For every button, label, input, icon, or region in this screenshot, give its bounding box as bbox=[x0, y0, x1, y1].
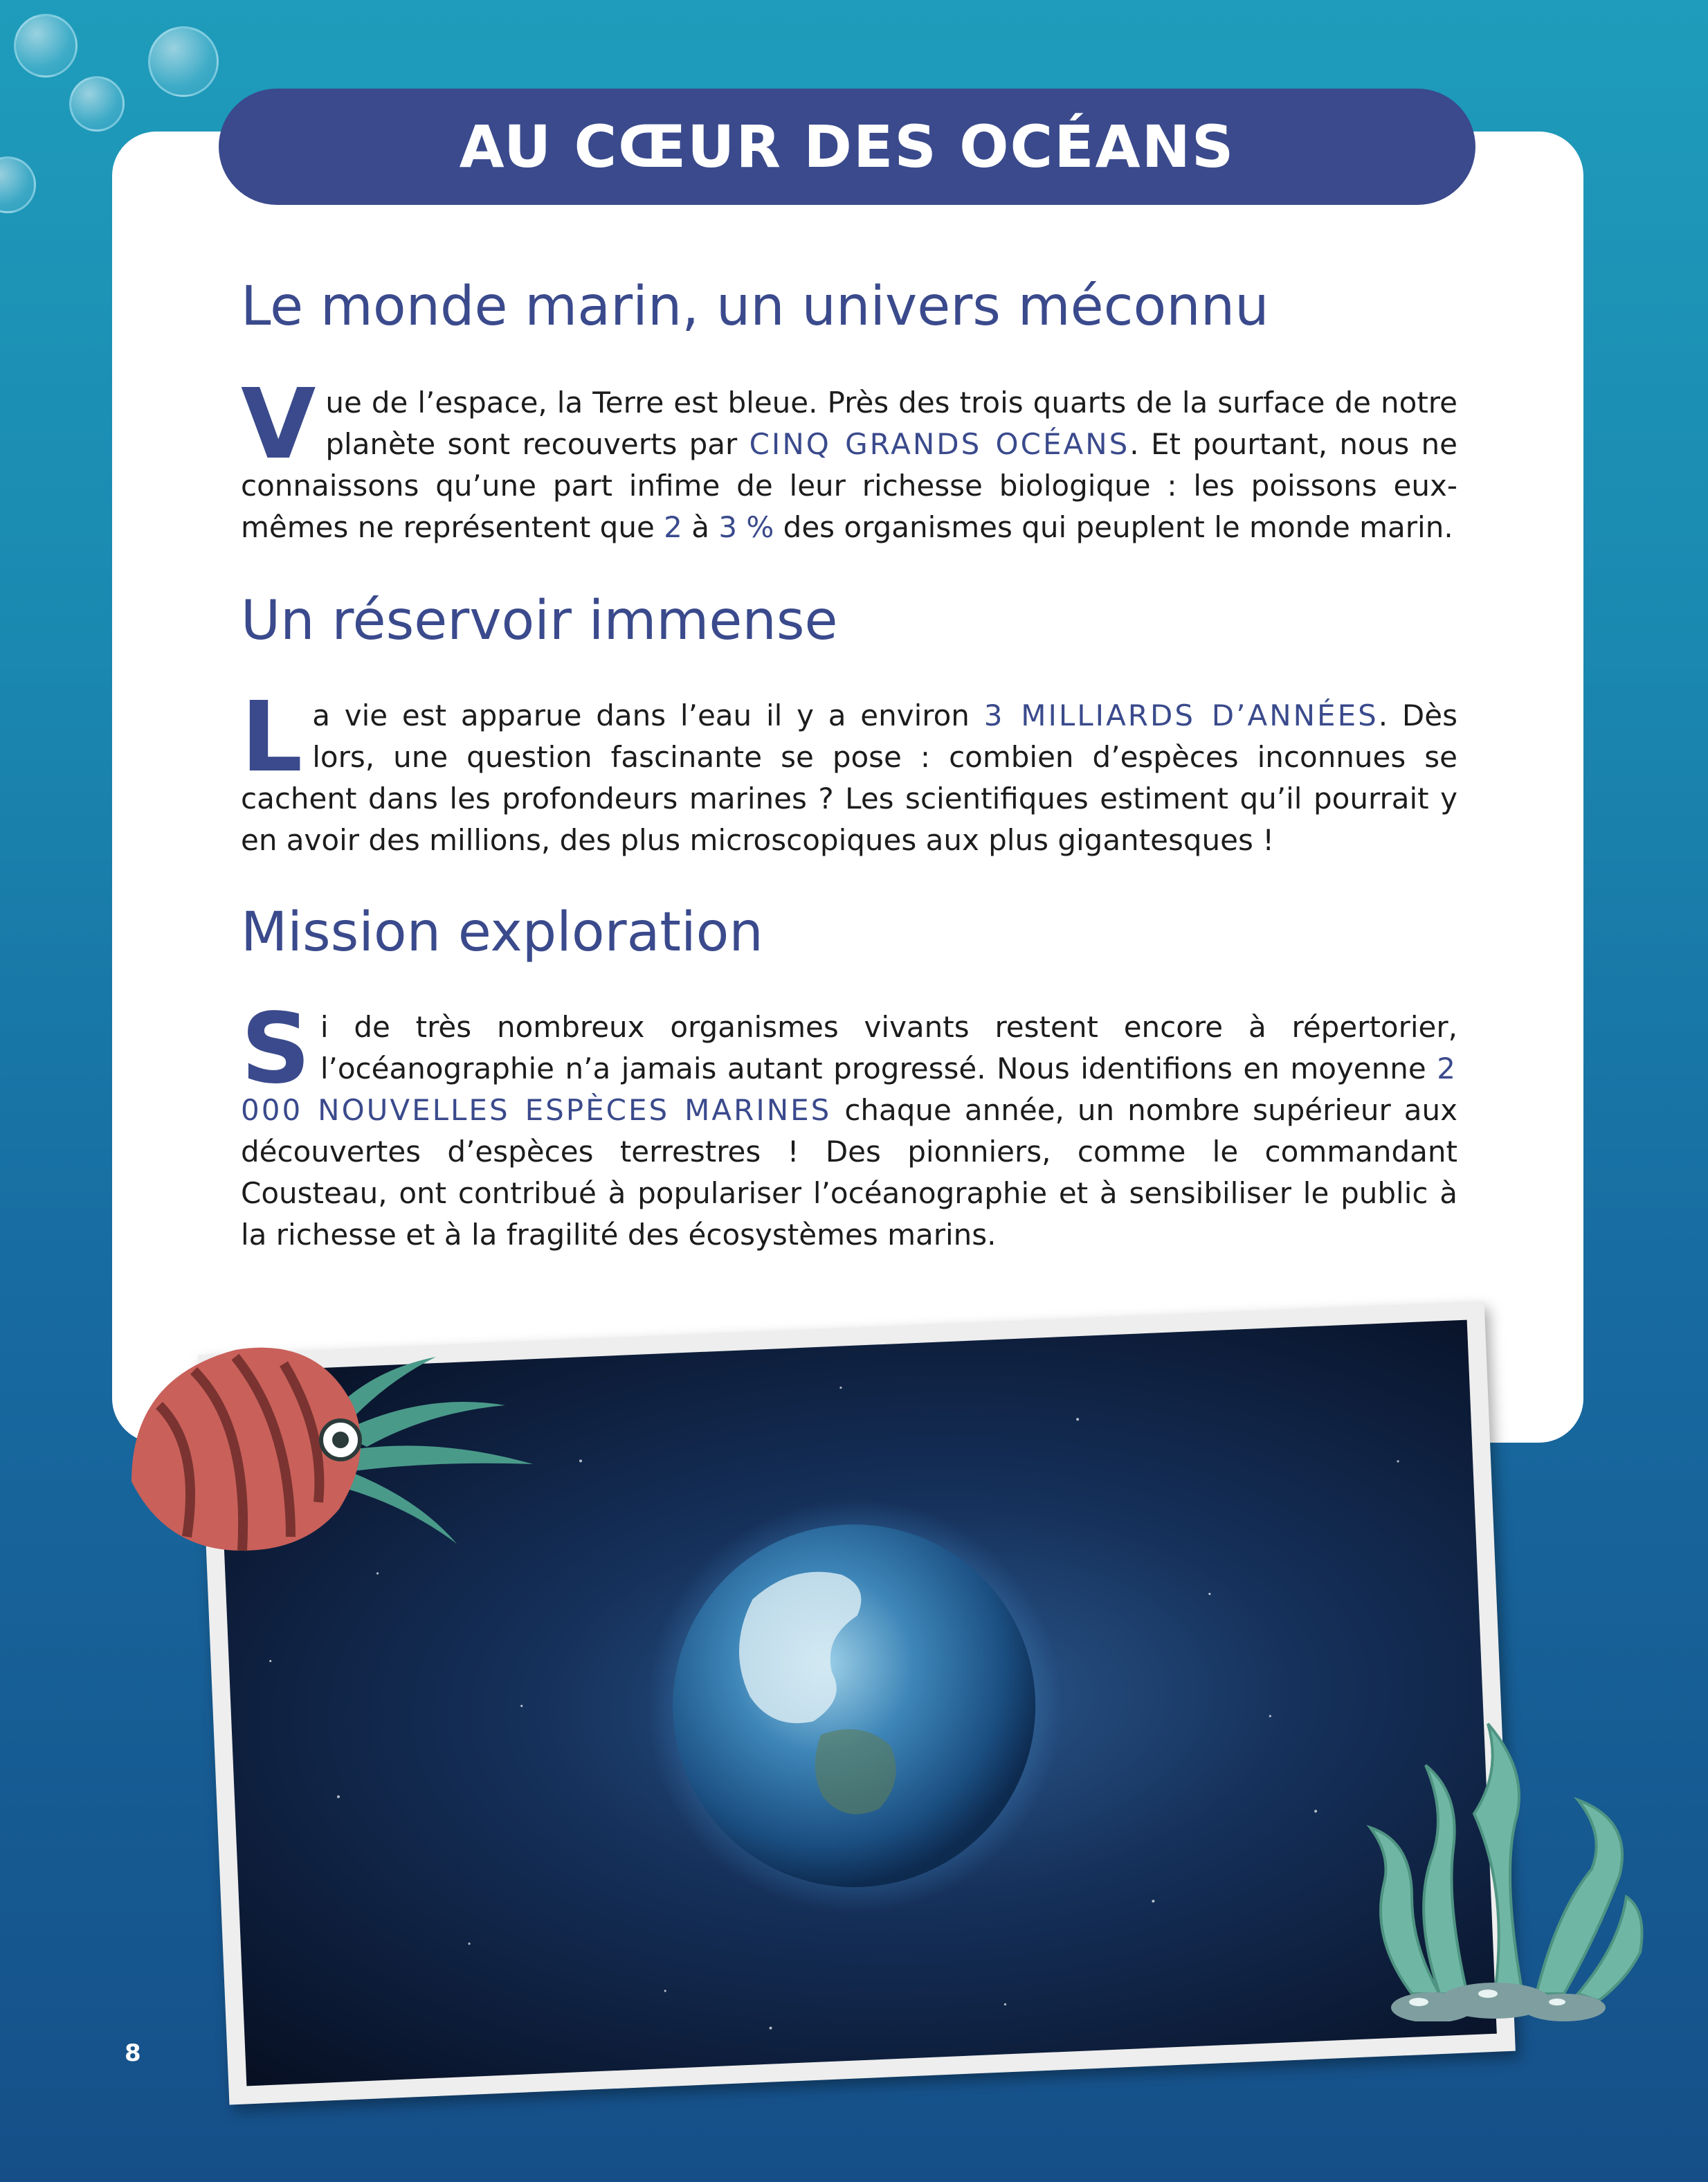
paragraph-text: chaque année, un nombre supérieur aux découvertes d’espèces terrestres ! Des pionniers, comme le commandant Cousteau, ont contribué à populariser l’océanographie et à sensibiliser le public à la richesse et à la fragilité des écosystèmes marins. bbox=[241, 1093, 1457, 1252]
paragraph-text: des organismes qui peuplent le monde marin. bbox=[774, 510, 1453, 544]
section-heading: Le monde marin, un univers méconnu bbox=[241, 276, 1269, 338]
paragraph-text: a vie est apparue dans l’eau il y a environ bbox=[312, 698, 984, 732]
section-paragraph bbox=[241, 993, 1457, 1256]
highlight-text: 3 % bbox=[718, 510, 774, 544]
section-paragraph bbox=[241, 681, 1457, 861]
page-title: AU CŒUR DES OCÉANS bbox=[459, 113, 1235, 181]
paragraph-text: . Et pourtant, nous ne connaissons qu’une part infime de leur richesse biologique : les poissons eux-mêmes ne représentent que bbox=[241, 427, 1457, 544]
section-heading: Un réservoir immense bbox=[241, 590, 838, 652]
bubble bbox=[0, 156, 36, 213]
bubble bbox=[14, 14, 78, 78]
bubble bbox=[69, 76, 125, 132]
highlight-text: 3 MILLIARDS D’ANNÉES bbox=[983, 698, 1379, 732]
drop-cap: L bbox=[241, 681, 303, 794]
seaweed-icon bbox=[1356, 1703, 1647, 2021]
section-paragraph bbox=[241, 368, 1457, 548]
drop-cap: V bbox=[241, 368, 316, 481]
section-heading: Mission exploration bbox=[241, 901, 763, 964]
paragraph-text: i de très nombreux organismes vivants restent encore à répertorier, l’océanographie n’a jamais autant progressé. Nous identifions en moyenne bbox=[320, 1010, 1457, 1085]
highlight-text: 2 000 NOUVELLES ESPÈCES MARINES bbox=[241, 1052, 1457, 1127]
paragraph-text: à bbox=[682, 510, 719, 544]
bubble bbox=[148, 26, 219, 97]
paragraph-text: ue de l’espace, la Terre est bleue. Près des trois quarts de la surface de notre planète sont recouverts par bbox=[325, 386, 1457, 461]
drop-cap: S bbox=[241, 993, 311, 1106]
paragraph-text: . Dès lors, une question fascinante se pose : combien d’espèces inconnues se cachent dans les profondeurs marines ? Les scientifiques estiment qu’il pourrait y en avoir des millions, des plus microscopiques aux plus gigantesques ! bbox=[241, 698, 1457, 857]
page-title-banner bbox=[219, 89, 1475, 205]
highlight-text: 2 bbox=[664, 510, 682, 544]
nautilus-icon bbox=[118, 1329, 574, 1565]
page-number: 8 bbox=[125, 2039, 141, 2067]
highlight-text: CINQ GRANDS OCÉANS bbox=[749, 427, 1130, 461]
